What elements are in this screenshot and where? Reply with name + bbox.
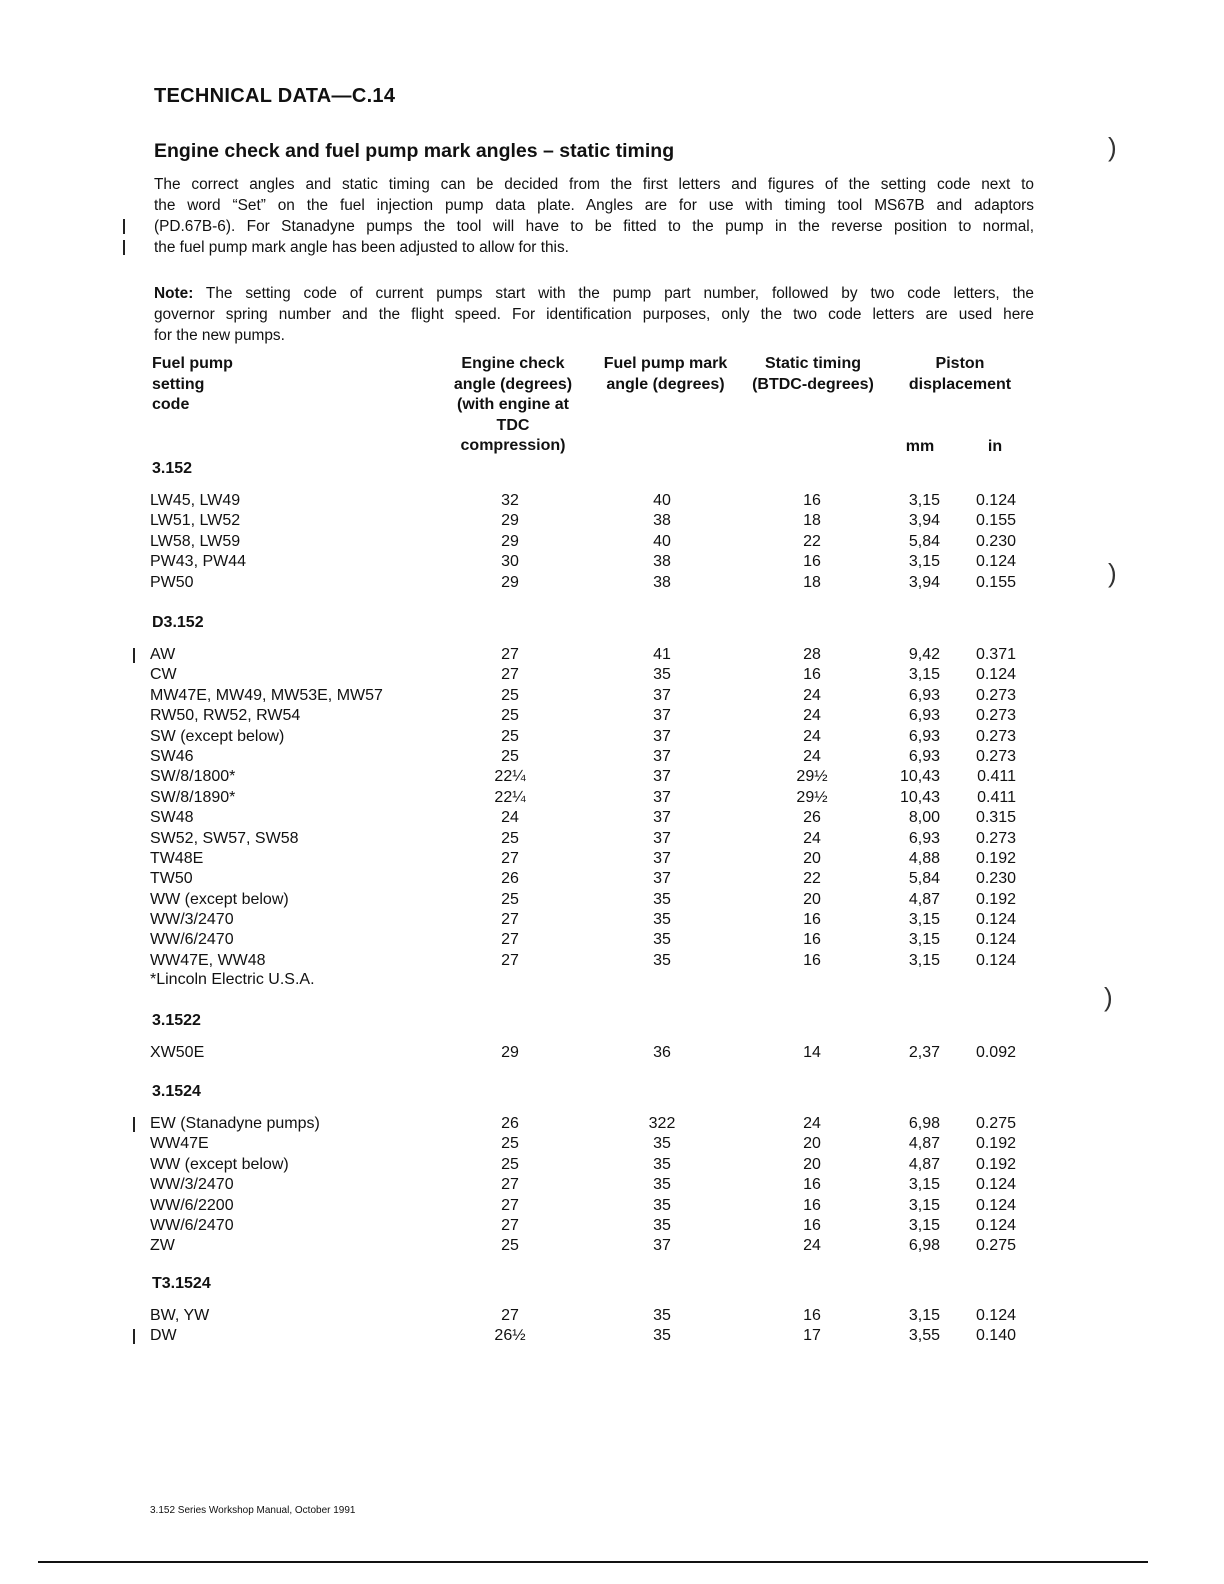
static-timing-cell: 22 <box>803 532 821 550</box>
section-rows <box>0 1043 1224 1063</box>
fuel-pump-mark-angle-cell: 35 <box>653 951 671 969</box>
header-line: angle (degrees) <box>453 375 573 393</box>
fuel-pump-mark-angle-cell: 35 <box>653 890 671 908</box>
static-timing-cell: 24 <box>803 1115 821 1132</box>
table-row <box>0 645 1224 665</box>
piston-mm-cell: 3,15 <box>908 553 940 571</box>
setting-code-cell: SW46 <box>150 747 194 765</box>
table-row <box>0 829 1224 849</box>
scan-mark-icon: ) <box>1104 982 1113 1012</box>
header-mm: mm <box>905 438 935 455</box>
setting-code-cell: TW48E <box>150 849 204 867</box>
engine-check-angle-cell: 26 <box>501 870 519 888</box>
table-row <box>0 808 1224 828</box>
section-title: 3.152 <box>152 460 193 477</box>
setting-code-cell: SW/8/1800* <box>150 768 236 786</box>
table-row <box>0 930 1224 950</box>
section-title: T3.1524 <box>152 1275 211 1292</box>
piston-mm-cell: 10,43 <box>899 788 940 806</box>
setting-code-cell: WW/6/2200 <box>150 1196 234 1214</box>
fuel-pump-mark-angle-cell: 37 <box>653 788 671 806</box>
table-row <box>0 890 1224 910</box>
piston-mm-cell: 3,94 <box>908 573 940 591</box>
table-row <box>0 1043 1224 1063</box>
fuel-pump-mark-angle-cell: 35 <box>653 1216 671 1234</box>
engine-check-angle-cell: 29 <box>501 532 519 550</box>
static-timing-cell: 20 <box>803 890 821 908</box>
piston-in-cell: 0.192 <box>975 849 1016 867</box>
setting-code-cell: ZW <box>150 1237 175 1255</box>
static-timing-cell: 16 <box>803 1307 821 1324</box>
static-timing-cell: 24 <box>803 727 821 745</box>
header-line: Piston <box>935 355 985 372</box>
header-line: Engine check <box>461 355 565 372</box>
fuel-pump-mark-angle-cell: 37 <box>653 809 671 827</box>
setting-code-cell: MW47E, MW49, MW53E, MW57 <box>150 686 383 704</box>
static-timing-cell: 18 <box>803 573 821 591</box>
engine-check-angle-cell: 29 <box>501 1044 519 1061</box>
piston-in-cell: 0.273 <box>975 727 1016 745</box>
table-row <box>0 1114 1224 1134</box>
engine-check-angle-cell: 25 <box>501 707 519 725</box>
setting-code-cell: WW/6/2470 <box>150 931 234 949</box>
piston-mm-cell: 4,87 <box>908 1155 940 1173</box>
static-timing-cell: 24 <box>803 686 821 704</box>
intro-line: The correct angles and static timing can be decided from the first letters and figures of the setting code next to <box>154 176 1034 193</box>
setting-code-cell: TW50 <box>150 870 193 888</box>
piston-in-cell: 0.411 <box>977 788 1016 806</box>
fuel-pump-mark-angle-cell: 35 <box>653 1155 671 1173</box>
setting-code-cell: EW (Stanadyne pumps) <box>150 1115 320 1132</box>
setting-code-cell: PW43, PW44 <box>150 553 247 571</box>
piston-mm-cell: 8,00 <box>908 809 940 827</box>
static-timing-cell: 22 <box>803 870 821 888</box>
fuel-pump-mark-angle-cell: 35 <box>653 1176 671 1194</box>
engine-check-angle-cell: 27 <box>501 911 519 929</box>
intro-line: the word “Set” on the fuel injection pump data plate. Angles are for use with timing tool MS67B and adaptors <box>154 197 1034 214</box>
piston-in-cell: 0.124 <box>975 1307 1016 1324</box>
piston-mm-cell: 6,93 <box>908 727 940 745</box>
piston-mm-cell: 3,15 <box>908 1307 940 1324</box>
table-row <box>0 491 1224 511</box>
piston-mm-cell: 3,15 <box>908 1176 940 1194</box>
static-timing-cell: 29½ <box>796 788 828 806</box>
footer: 3.152 Series Workshop Manual, October 1991 <box>150 1505 356 1516</box>
fuel-pump-mark-angle-cell: 35 <box>653 931 671 949</box>
piston-in-cell: 0.275 <box>975 1237 1016 1255</box>
static-timing-cell: 18 <box>803 512 821 530</box>
piston-in-cell: 0.124 <box>975 1216 1016 1234</box>
static-timing-cell: 20 <box>803 1155 821 1173</box>
table-row <box>0 788 1224 808</box>
setting-code-cell: LW45, LW49 <box>150 492 241 509</box>
setting-code-cell: AW <box>150 646 176 663</box>
static-timing-cell: 14 <box>803 1044 821 1061</box>
engine-check-angle-cell: 26½ <box>494 1327 526 1345</box>
table-row <box>0 1236 1224 1256</box>
header-setting-code <box>152 354 233 416</box>
table-row <box>0 1216 1224 1236</box>
fuel-pump-mark-angle-cell: 35 <box>653 1196 671 1214</box>
header-line: Fuel pump <box>152 355 233 372</box>
section-heading: Engine check and fuel pump mark angles – static timing <box>154 140 675 162</box>
setting-code-cell: WW/6/2470 <box>150 1216 234 1234</box>
static-timing-cell: 26 <box>803 809 821 827</box>
static-timing-cell: 24 <box>803 1237 821 1255</box>
fuel-pump-mark-angle-cell: 35 <box>653 666 671 684</box>
table-row <box>0 511 1224 531</box>
piston-in-cell: 0.273 <box>975 747 1016 765</box>
table-row <box>0 869 1224 889</box>
fuel-pump-mark-angle-cell: 322 <box>648 1115 676 1132</box>
engine-check-angle-cell: 27 <box>501 666 519 684</box>
piston-mm-cell: 6,93 <box>908 829 940 847</box>
piston-mm-cell: 6,93 <box>908 707 940 725</box>
header-fuel-pump-mark <box>593 354 738 395</box>
change-bar <box>133 648 135 663</box>
table-row <box>0 1196 1224 1216</box>
piston-in-cell: 0.273 <box>975 707 1016 725</box>
engine-check-angle-cell: 26 <box>501 1115 519 1132</box>
header-line: Static timing <box>764 355 861 372</box>
header-line: (BTDC-degrees) <box>752 375 874 393</box>
engine-check-angle-cell: 27 <box>501 1196 519 1214</box>
piston-mm-cell: 3,15 <box>908 911 940 929</box>
fuel-pump-mark-angle-cell: 38 <box>653 573 671 591</box>
piston-mm-cell: 3,94 <box>908 512 940 530</box>
setting-code-cell: SW/8/1890* <box>150 788 236 806</box>
engine-check-angle-cell: 30 <box>501 553 519 571</box>
piston-mm-cell: 3,15 <box>908 1216 940 1234</box>
piston-mm-cell: 4,88 <box>908 849 940 867</box>
table-row <box>0 727 1224 747</box>
engine-check-angle-cell: 24 <box>501 809 519 827</box>
setting-code-cell: BW, YW <box>150 1307 210 1324</box>
section-rows <box>0 491 1224 593</box>
intro-line <box>154 237 1034 258</box>
note-paragraph <box>154 283 1034 346</box>
piston-mm-cell: 10,43 <box>899 768 940 786</box>
fuel-pump-mark-angle-cell: 37 <box>653 747 671 765</box>
header-line: compression) <box>460 437 566 454</box>
piston-mm-cell: 5,84 <box>908 532 940 550</box>
engine-check-angle-cell: 25 <box>501 727 519 745</box>
static-timing-cell: 24 <box>803 747 821 765</box>
engine-check-angle-cell: 25 <box>501 747 519 765</box>
table-row <box>0 1306 1224 1326</box>
static-timing-cell: 16 <box>803 492 821 509</box>
fuel-pump-mark-angle-cell: 36 <box>653 1044 671 1061</box>
table-row <box>0 552 1224 572</box>
engine-check-angle-cell: 27 <box>501 646 519 663</box>
static-timing-cell: 16 <box>803 553 821 571</box>
piston-in-cell: 0.124 <box>975 492 1016 509</box>
header-line: TDC <box>496 416 530 434</box>
fuel-pump-mark-angle-cell: 37 <box>653 849 671 867</box>
intro-line-text: (PD.67B-6). For Stanadyne pumps the tool will have to be fitted to the pump in the reverse position to normal, <box>154 218 1034 235</box>
table-row <box>0 1326 1224 1346</box>
piston-in-cell: 0.124 <box>975 931 1016 949</box>
change-bar <box>123 219 125 234</box>
setting-code-cell: WW/3/2470 <box>150 911 234 929</box>
setting-code-cell: XW50E <box>150 1044 205 1061</box>
header-line: setting <box>152 375 205 393</box>
table-row <box>0 747 1224 767</box>
piston-mm-cell: 6,98 <box>908 1115 940 1132</box>
fuel-pump-mark-angle-cell: 35 <box>653 1307 671 1324</box>
scan-mark-icon: ) <box>1108 132 1117 162</box>
note-label: Note: <box>154 285 194 302</box>
table-row <box>0 1155 1224 1175</box>
engine-check-angle-cell: 25 <box>501 1155 519 1173</box>
engine-check-angle-cell: 32 <box>501 492 519 509</box>
piston-in-cell: 0.192 <box>975 1155 1016 1173</box>
section-rows <box>0 645 1224 971</box>
table-row <box>0 573 1224 593</box>
change-bar <box>123 240 125 255</box>
static-timing-cell: 28 <box>803 646 821 663</box>
static-timing-cell: 16 <box>803 1196 821 1214</box>
section-title: D3.152 <box>152 614 204 631</box>
setting-code-cell: WW (except below) <box>150 1155 289 1173</box>
engine-check-angle-cell: 22¼ <box>494 768 526 786</box>
change-bar <box>133 1117 135 1132</box>
piston-in-cell: 0.192 <box>975 890 1016 908</box>
piston-in-cell: 0.273 <box>975 686 1016 704</box>
header-piston-displacement <box>890 354 1030 395</box>
intro-line <box>154 216 1034 237</box>
static-timing-cell: 16 <box>803 931 821 949</box>
note-line: for the new pumps. <box>154 327 285 344</box>
engine-check-angle-cell: 27 <box>501 1176 519 1194</box>
fuel-pump-mark-angle-cell: 38 <box>653 553 671 571</box>
piston-mm-cell: 3,55 <box>908 1327 940 1345</box>
footnote: *Lincoln Electric U.S.A. <box>150 971 315 989</box>
fuel-pump-mark-angle-cell: 41 <box>653 646 671 663</box>
header-engine-check <box>440 354 586 457</box>
static-timing-cell: 16 <box>803 666 821 684</box>
intro-paragraph <box>154 174 1034 258</box>
engine-check-angle-cell: 27 <box>501 1216 519 1234</box>
table-row <box>0 1175 1224 1195</box>
header-line: (with engine at <box>457 396 569 413</box>
piston-in-cell: 0.124 <box>975 1176 1016 1194</box>
fuel-pump-mark-angle-cell: 40 <box>653 492 671 509</box>
section-rows <box>0 1306 1224 1347</box>
fuel-pump-mark-angle-cell: 37 <box>653 870 671 888</box>
static-timing-cell: 16 <box>803 1176 821 1194</box>
piston-in-cell: 0.371 <box>975 646 1016 663</box>
static-timing-cell: 16 <box>803 911 821 929</box>
engine-check-angle-cell: 25 <box>501 890 519 908</box>
piston-mm-cell: 6,93 <box>908 747 940 765</box>
note-line: governor spring number and the flight speed. For identification purposes, only the two code letters are used here <box>154 306 1034 323</box>
header-in: in <box>987 438 1003 455</box>
setting-code-cell: DW <box>150 1327 177 1345</box>
static-timing-cell: 16 <box>803 1216 821 1234</box>
static-timing-cell: 20 <box>803 849 821 867</box>
piston-in-cell: 0.155 <box>975 573 1016 591</box>
table-row <box>0 767 1224 787</box>
header-line: displacement <box>908 375 1012 393</box>
engine-check-angle-cell: 27 <box>501 849 519 867</box>
bottom-rule <box>38 1561 1148 1563</box>
piston-in-cell: 0.124 <box>975 911 1016 929</box>
table-row <box>0 706 1224 726</box>
fuel-pump-mark-angle-cell: 37 <box>653 707 671 725</box>
table-row <box>0 849 1224 869</box>
fuel-pump-mark-angle-cell: 37 <box>653 1237 671 1255</box>
page-title: TECHNICAL DATA—C.14 <box>154 85 396 107</box>
piston-in-cell: 0.124 <box>975 951 1016 969</box>
header-line: angle (degrees) <box>606 375 725 393</box>
engine-check-angle-cell: 22¼ <box>494 788 526 806</box>
piston-mm-cell: 3,15 <box>908 492 940 509</box>
setting-code-cell: WW (except below) <box>150 890 289 908</box>
table-row <box>0 532 1224 552</box>
table-row <box>0 910 1224 930</box>
fuel-pump-mark-angle-cell: 40 <box>653 532 671 550</box>
engine-check-angle-cell: 25 <box>501 1237 519 1255</box>
piston-in-cell: 0.230 <box>975 870 1016 888</box>
engine-check-angle-cell: 27 <box>501 1307 519 1324</box>
engine-check-angle-cell: 29 <box>501 512 519 530</box>
setting-code-cell: RW50, RW52, RW54 <box>150 707 301 725</box>
static-timing-cell: 24 <box>803 829 821 847</box>
engine-check-angle-cell: 25 <box>501 1135 519 1153</box>
piston-in-cell: 0.411 <box>977 768 1016 786</box>
piston-mm-cell: 6,98 <box>908 1237 940 1255</box>
section-rows <box>0 1114 1224 1257</box>
setting-code-cell: CW <box>150 666 177 684</box>
setting-code-cell: LW58, LW59 <box>150 532 241 550</box>
piston-in-cell: 0.155 <box>975 512 1016 530</box>
table-row <box>0 686 1224 706</box>
piston-in-cell: 0.124 <box>975 1196 1016 1214</box>
table-row <box>0 1134 1224 1154</box>
setting-code-cell: WW47E <box>150 1135 209 1153</box>
setting-code-cell: WW/3/2470 <box>150 1176 234 1194</box>
piston-mm-cell: 9,42 <box>908 646 940 663</box>
piston-in-cell: 0.092 <box>975 1044 1016 1061</box>
piston-mm-cell: 3,15 <box>908 951 940 969</box>
fuel-pump-mark-angle-cell: 37 <box>653 727 671 745</box>
section-title: 3.1524 <box>152 1083 201 1100</box>
piston-mm-cell: 3,15 <box>908 931 940 949</box>
static-timing-cell: 24 <box>803 707 821 725</box>
piston-mm-cell: 3,15 <box>908 666 940 684</box>
change-bar <box>133 1329 135 1344</box>
intro-line-text: the fuel pump mark angle has been adjusted to allow for this. <box>154 239 569 256</box>
piston-in-cell: 0.192 <box>975 1135 1016 1153</box>
header-line: code <box>152 396 190 413</box>
piston-in-cell: 0.140 <box>975 1327 1016 1345</box>
section-title: 3.1522 <box>152 1012 201 1029</box>
piston-in-cell: 0.230 <box>975 532 1016 550</box>
static-timing-cell: 17 <box>803 1327 821 1345</box>
engine-check-angle-cell: 27 <box>501 951 519 969</box>
fuel-pump-mark-angle-cell: 38 <box>653 512 671 530</box>
piston-mm-cell: 6,93 <box>908 686 940 704</box>
fuel-pump-mark-angle-cell: 35 <box>653 1135 671 1153</box>
header-line: Fuel pump mark <box>603 355 728 372</box>
fuel-pump-mark-angle-cell: 35 <box>653 1327 671 1345</box>
setting-code-cell: SW48 <box>150 809 194 827</box>
setting-code-cell: PW50 <box>150 573 194 591</box>
setting-code-cell: LW51, LW52 <box>150 512 241 530</box>
static-timing-cell: 16 <box>803 951 821 969</box>
fuel-pump-mark-angle-cell: 37 <box>653 686 671 704</box>
piston-in-cell: 0.124 <box>975 553 1016 571</box>
fuel-pump-mark-angle-cell: 37 <box>653 768 671 786</box>
engine-check-angle-cell: 25 <box>501 829 519 847</box>
piston-mm-cell: 5,84 <box>908 870 940 888</box>
engine-check-angle-cell: 27 <box>501 931 519 949</box>
static-timing-cell: 29½ <box>796 768 828 786</box>
table-row <box>0 951 1224 971</box>
table-row <box>0 665 1224 685</box>
engine-check-angle-cell: 29 <box>501 573 519 591</box>
engine-check-angle-cell: 25 <box>501 686 519 704</box>
piston-in-cell: 0.273 <box>975 829 1016 847</box>
fuel-pump-mark-angle-cell: 35 <box>653 911 671 929</box>
piston-mm-cell: 3,15 <box>908 1196 940 1214</box>
piston-in-cell: 0.124 <box>975 666 1016 684</box>
scan-mark-icon: ) <box>1108 558 1117 588</box>
setting-code-cell: SW52, SW57, SW58 <box>150 829 299 847</box>
static-timing-cell: 20 <box>803 1135 821 1153</box>
header-static-timing <box>743 354 883 395</box>
note-line: The setting code of current pumps start with the pump part number, followed by two code letters, the <box>193 285 1034 302</box>
piston-in-cell: 0.315 <box>975 809 1016 827</box>
setting-code-cell: WW47E, WW48 <box>150 951 266 969</box>
fuel-pump-mark-angle-cell: 37 <box>653 829 671 847</box>
piston-mm-cell: 4,87 <box>908 1135 940 1153</box>
piston-mm-cell: 4,87 <box>908 890 940 908</box>
piston-mm-cell: 2,37 <box>908 1044 940 1061</box>
setting-code-cell: SW (except below) <box>150 727 285 745</box>
piston-in-cell: 0.275 <box>975 1115 1016 1132</box>
